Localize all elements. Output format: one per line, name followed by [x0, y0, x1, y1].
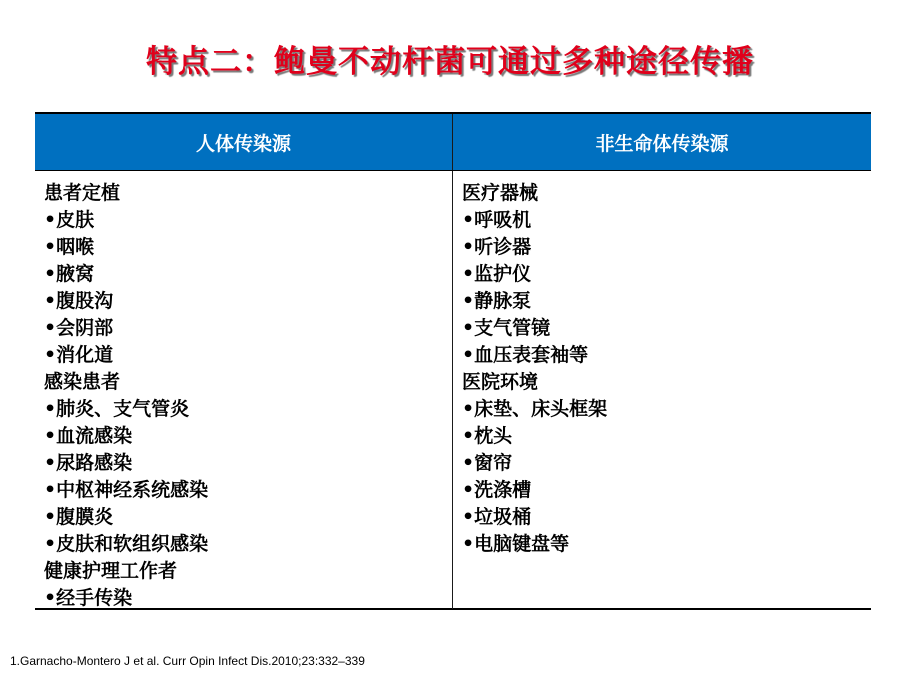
list-item: 医院环境 — [462, 371, 539, 393]
transmission-sources-table — [35, 112, 871, 610]
list-item: •血压表套袖等 — [462, 344, 589, 366]
list-item: 感染患者 — [44, 371, 121, 393]
list-item: •听诊器 — [462, 236, 532, 258]
list-item: •静脉泵 — [462, 290, 532, 312]
list-item: 医疗器械 — [462, 182, 539, 204]
list-item: •消化道 — [44, 344, 114, 366]
header-inanimate-sources: 非生命体传染源 — [595, 132, 729, 155]
list-item: •洗涤槽 — [462, 479, 532, 501]
header-human-sources: 人体传染源 — [35, 114, 453, 170]
human-sources-list — [35, 171, 453, 609]
list-item: •呼吸机 — [462, 209, 532, 231]
list-item: 健康护理工作者 — [44, 560, 178, 582]
list-item: •尿路感染 — [44, 452, 133, 474]
list-item: •腹股沟 — [44, 290, 114, 312]
list-item: •会阴部 — [44, 317, 114, 339]
list-item: •垃圾桶 — [462, 506, 532, 528]
list-item: •腹膜炎 — [44, 506, 114, 528]
list-item: 患者定植 — [44, 182, 121, 204]
list-item: •经手传染 — [44, 587, 133, 609]
list-item: •支气管镜 — [462, 317, 551, 339]
table-body-row — [35, 170, 871, 609]
list-item: •中枢神经系统感染 — [44, 479, 209, 501]
list-item: •皮肤 — [44, 209, 95, 231]
list-item: •窗帘 — [462, 452, 513, 474]
table-header-row — [35, 114, 871, 170]
list-item: •监护仪 — [462, 263, 532, 285]
inanimate-sources-list — [453, 171, 871, 609]
list-item: •血流感染 — [44, 425, 133, 447]
list-item: •腋窝 — [44, 263, 95, 285]
list-item: •咽喉 — [44, 236, 95, 258]
list-item: •皮肤和软组织感染 — [44, 533, 209, 555]
list-item: •电脑键盘等 — [462, 533, 570, 555]
slide-title: 特点二：鲍曼不动杆菌可通过多种途径传播 — [146, 44, 754, 80]
reference-footnote: 1.Garnacho-Montero J et al. Curr Opin Infect Dis.2010;23:332–339 — [10, 654, 365, 668]
list-item: •枕头 — [462, 425, 513, 447]
list-item: •肺炎、支气管炎 — [44, 398, 190, 420]
list-item: •床垫、床头框架 — [462, 398, 608, 420]
